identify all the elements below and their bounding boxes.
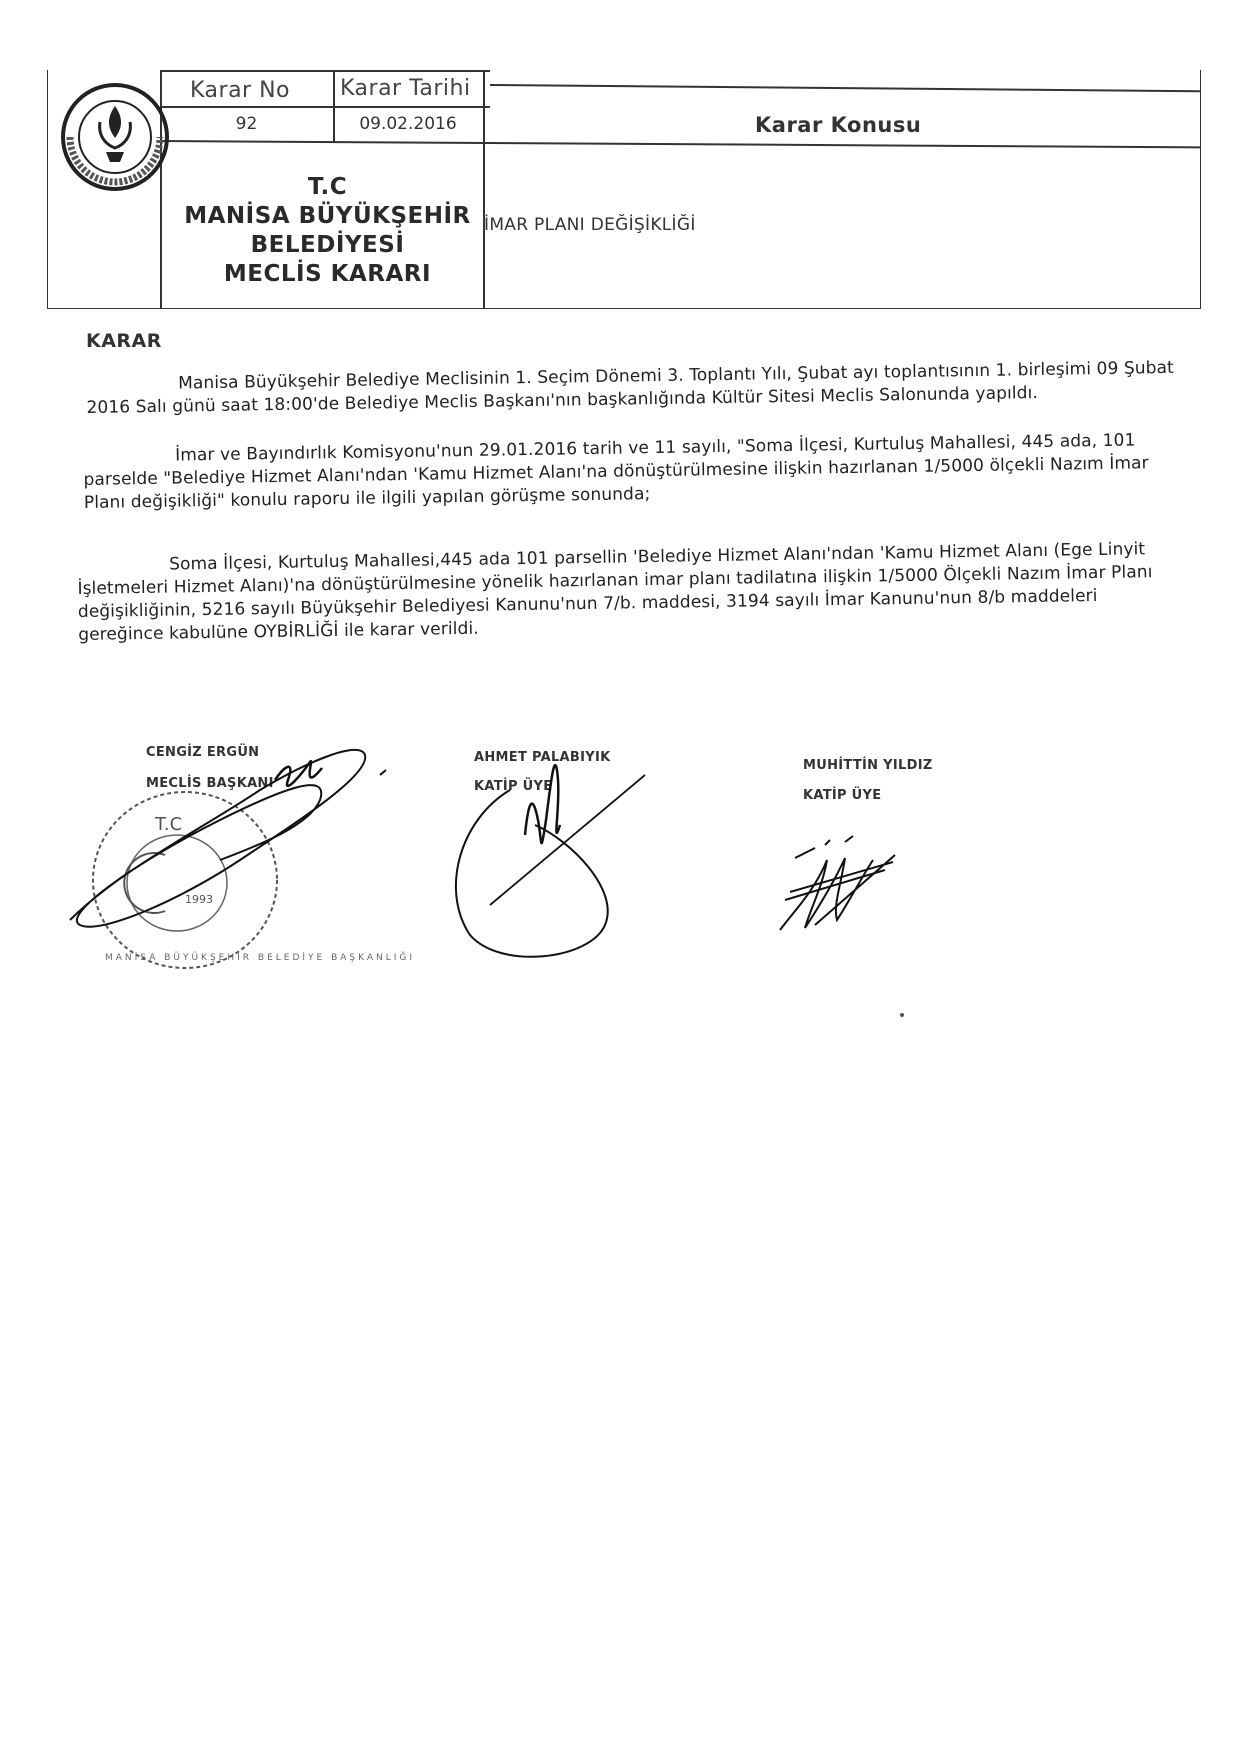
title-municipality: MANİSA BÜYÜKŞEHİR [184,203,471,229]
paragraph-2-text: İmar ve Bayındırlık Komisyonu'nun 29.01.2016 tarih ve 11 sayılı, "Soma İlçesi, Kurtuluş Mahallesi, 445 ada, 101 parselde "Belediye Hizmet Alanı'ndan 'Kamu Hizmet Alanı'na dönüştürülmesine ilişkin hazırlanan 1/5000 ölçekli Nazım İmar Planı değişikliği" konulu raporu ile ilgili yapılan görüşme sonunda; [83,430,1149,513]
signature-3-scribble [775,830,925,940]
signature-2-scribble [440,730,660,970]
frame-top-line-left [160,70,490,72]
signatory-2-name: AHMET PALABIYIK [474,750,611,765]
signatory-3-name: MUHİTTİN YILDIZ [803,758,933,773]
signatory-3-role: KATİP ÜYE [803,788,882,803]
karar-tarihi-value: 09.02.2016 [359,114,457,134]
title-meclis-karari: MECLİS KARARI [223,261,432,287]
signatory-1-name: CENGİZ ERGÜN [146,745,260,760]
karar-no-label: Karar No [190,78,291,103]
signatory-2-role: KATİP ÜYE [474,779,553,794]
paragraph-indent [77,570,169,571]
karar-konusu-value: İMAR PLANI DEĞİŞİKLİĞİ [484,215,696,235]
paragraph-indent [83,461,175,462]
frame-label-separator [160,106,490,108]
signatory-1-role: MECLİS BAŞKANI [146,776,274,791]
stamp-tc-text: T.C [155,814,183,835]
karar-heading: KARAR [86,330,162,352]
decision-paragraph-3 [77,538,1168,647]
title-belediyesi: BELEDİYESİ [250,232,405,258]
karar-konusu-label: Karar Konusu [755,113,922,137]
karar-no-value: 92 [235,114,258,134]
decision-paragraph-1 [86,357,1177,420]
paragraph-indent [86,389,178,390]
paragraph-1-text: Manisa Büyükşehir Belediye Meclisinin 1. Seçim Dönemi 3. Toplantı Yılı, Şubat ayı toplantısının 1. birleşimi 09 Şubat 2016 Salı günü saat 18:00'de Belediye Meclis Başkanı'nın başkanlığında Kültür Sitesi Meclis Salonunda yapıldı. [86,357,1175,418]
signature-1-scribble [60,720,400,940]
stamp-year-text: 1993 [185,893,213,906]
karar-tarihi-label: Karar Tarihi [340,76,471,101]
page-title [170,173,485,289]
municipality-logo-icon [60,82,170,192]
title-tc: T.C [307,174,348,200]
paragraph-3-text: Soma İlçesi, Kurtuluş Mahallesi,445 ada 101 parsellin 'Belediye Hizmet Alanı'ndan 'Kamu Hizmet Alanı (Ege Linyit İşletmeleri Hizmet Alanı)'na dönüştürülmesine yönelik hazırlanan imar planı tadilatına ilişkin 1/5000 Ölçekli Nazım İmar Planı değişikliğinin, 5216 sayılı Büyükşehir Belediyesi Kanunu'nun 7/b. maddesi, 3194 sayılı İmar Kanunu'nun 8/b maddeleri gereğince kabulüne OYBİRLİĞİ ile karar verildi. [77,539,1153,645]
scan-dot [900,1013,904,1017]
decision-paragraph-2 [83,429,1174,515]
stamp-ring-text: MANİSA BÜYÜKŞEHİR BELEDİYE BAŞKANLIĞI [105,953,416,963]
